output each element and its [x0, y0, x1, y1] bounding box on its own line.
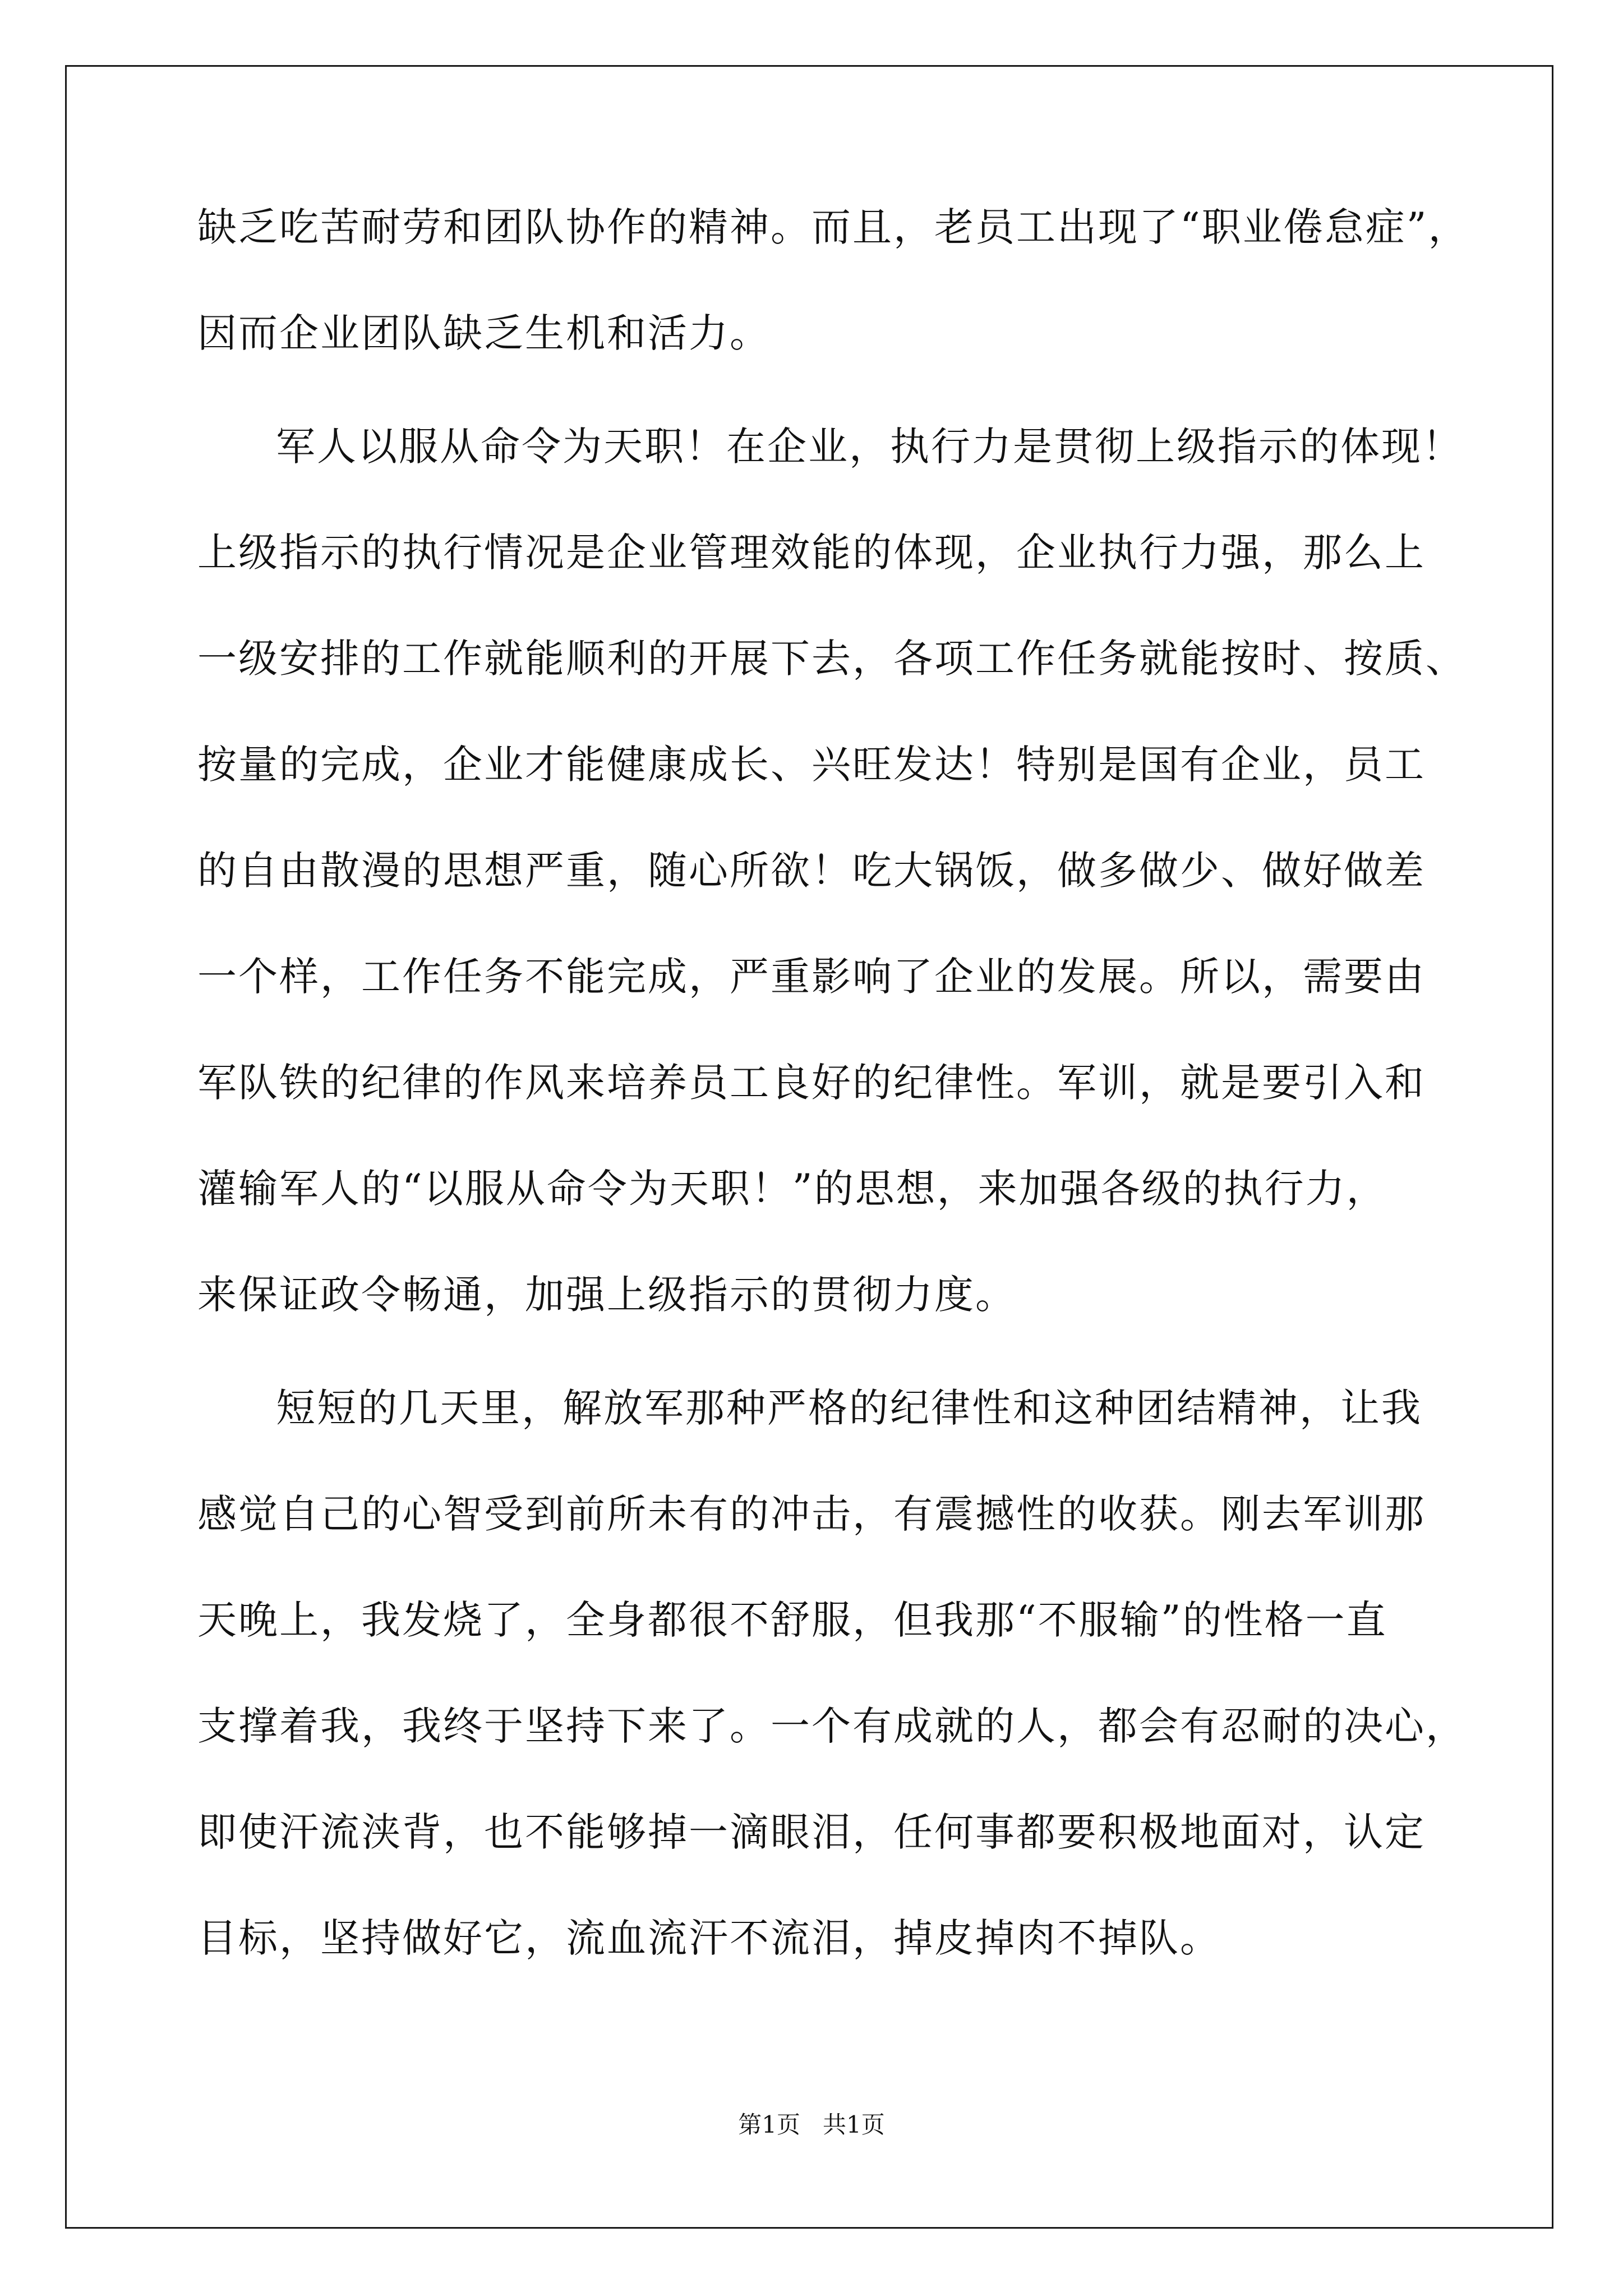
text-line: 感觉自己的心智受到前所未有的冲击，有震撼性的收获。刚去军训那: [197, 1491, 1426, 1537]
text-line: 即使汗流浃背，也不能够掉一滴眼泪，任何事都要积极地面对，认定: [197, 1809, 1426, 1855]
text-line: 按量的完成，企业才能健康成长、兴旺发达！特别是国有企业，员工: [197, 742, 1426, 788]
text-line: 因而企业团队缺乏生机和活力。: [197, 310, 771, 356]
text-line: 军队铁的纪律的作风来培养员工良好的纪律性。军训，就是要引入和: [197, 1060, 1426, 1106]
page-total: 共1页: [823, 2111, 885, 2138]
text-line: 缺乏吃苦耐劳和团队协作的精神。而且，老员工出现了“职业倦怠症”，: [197, 204, 1469, 250]
text-line: 短短的几天里，解放军那种严格的纪律性和这种团结精神，让我: [276, 1385, 1422, 1431]
text-line: 灌输军人的“以服从命令为天职！”的思想，来加强各级的执行力，: [197, 1166, 1387, 1212]
text-line: 的自由散漫的思想严重，随心所欲！吃大锅饭，做多做少、做好做差: [197, 848, 1426, 894]
document-body: [197, 204, 1487, 2024]
text-line: 一级安排的工作就能顺利的开展下去，各项工作任务就能按时、按质、: [197, 636, 1467, 682]
page-footer: [0, 2106, 1623, 2140]
text-line: 来保证政令畅通，加强上级指示的贯彻力度。: [197, 1272, 1016, 1318]
text-line: 军人以服从命令为天职！在企业，执行力是贯彻上级指示的体现！: [276, 424, 1463, 470]
text-line: 天晚上，我发烧了，全身都很不舒服，但我那“不服输”的性格一直: [197, 1597, 1387, 1643]
text-line: 上级指示的执行情况是企业管理效能的体现，企业执行力强，那么上: [197, 530, 1426, 576]
text-line: 目标，坚持做好它，流血流汗不流泪，掉皮掉肉不掉队。: [197, 1915, 1221, 1961]
text-line: 一个样，工作任务不能完成，严重影响了企业的发展。所以，需要由: [197, 954, 1426, 1000]
text-line: 支撑着我，我终于坚持下来了。一个有成就的人，都会有忍耐的决心，: [197, 1703, 1467, 1749]
page-number: 第1页: [738, 2111, 800, 2138]
